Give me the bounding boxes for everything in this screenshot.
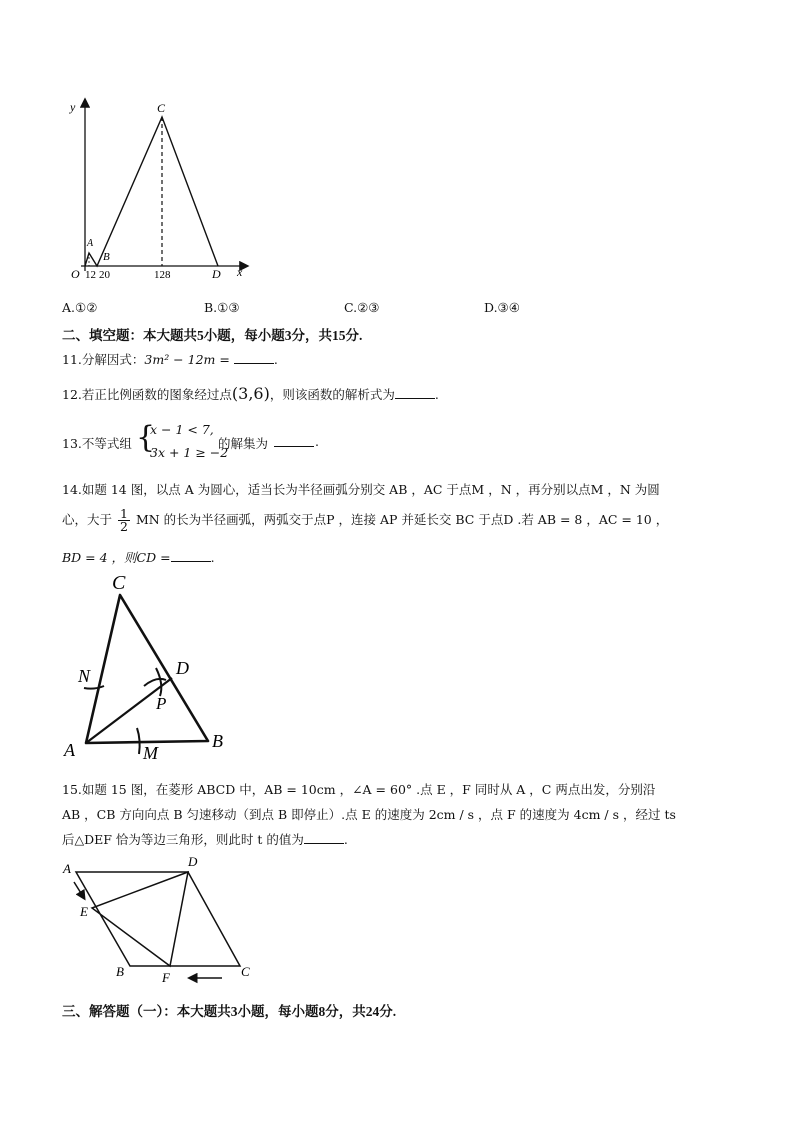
origin-label: O xyxy=(71,267,80,281)
fig14-label-a: A xyxy=(64,740,75,760)
fig14-label-d: D xyxy=(176,658,189,678)
q12-blank xyxy=(395,386,435,399)
q15-blank xyxy=(304,831,344,844)
graph-line xyxy=(85,117,218,266)
q13-brace: { xyxy=(136,420,156,455)
q12-suffix: ，则该函数的解析式为 xyxy=(269,387,395,402)
question-11: 11.分解因式：3m² − 12m = . xyxy=(62,352,278,367)
function-graph xyxy=(55,95,255,285)
q13-blank xyxy=(274,434,314,447)
q14-line2b: MN 的长为半径画弧，两弧交于点P ，连接 AP 并延长交 BC 于点D .若 AB = 8 ，AC = 10 ， xyxy=(135,512,669,527)
section-2-title: 二、填空题：本大题共5小题，每小题3分，共15分. xyxy=(62,328,363,343)
triangle-abc xyxy=(86,595,208,743)
fig15-label-c: C xyxy=(241,964,250,979)
fig14-label-p: P xyxy=(156,694,167,713)
q11-blank xyxy=(234,351,274,364)
q13-line2: 3x + 1 ≥ −2 xyxy=(150,445,229,460)
q12-prefix: 12.若正比例函数的图象经过点 xyxy=(62,387,232,402)
q14-line2a: 心，大于 xyxy=(62,512,113,527)
q15-line3-text: 后△DEF 恰为等边三角形，则此时 t 的值为 xyxy=(62,832,304,847)
q13-line1: x − 1 < 7, xyxy=(150,422,214,437)
q13-period: . xyxy=(315,434,319,449)
triangle-figure xyxy=(60,570,240,770)
q14-line2 xyxy=(62,508,668,533)
choice-d: D.③④ xyxy=(484,300,520,315)
choice-b: B.①③ xyxy=(204,300,240,315)
fig15-label-e: E xyxy=(80,904,88,919)
q14-line3: BD = 4 ，则CD = . xyxy=(62,550,215,565)
tick-128: 128 xyxy=(154,269,171,281)
point-a-label: A xyxy=(87,238,94,249)
triangle-def xyxy=(92,872,188,966)
q14-frac-den: 2 xyxy=(120,519,128,534)
fig15-label-d: D xyxy=(188,854,198,869)
q13-prefix: 13.不等式组 xyxy=(62,436,132,451)
arc-p2 xyxy=(156,668,161,696)
arc-n xyxy=(84,686,104,689)
tick-20: 20 xyxy=(99,269,110,281)
tick-12: 12 xyxy=(85,269,96,281)
choice-c: C.②③ xyxy=(344,300,380,315)
fig14-label-b: B xyxy=(212,731,223,751)
x-label: x xyxy=(237,265,243,279)
y-label: y xyxy=(70,100,76,114)
question-12: 12.若正比例函数的图象经过点(3,6)，则该函数的解析式为 . xyxy=(62,384,439,403)
q11-prefix: 11.分解因式： xyxy=(62,352,145,367)
q14-line1: 14.如题 14 图，以点 A 为圆心，适当长为半径画弧分别交 AB ，AC 于点M ，N ，再分别以点M ，N 为圆 xyxy=(62,482,660,497)
section-3-title: 三、解答题（一）：本大题共3小题，每小题8分，共24分. xyxy=(62,1004,397,1019)
choice-a: A.①② xyxy=(62,300,98,315)
q12-point: (3,6) xyxy=(231,384,270,403)
q14-frac-num: 1 xyxy=(120,506,128,521)
point-d-label: D xyxy=(212,267,221,281)
fig15-label-f: F xyxy=(162,970,170,985)
q15-line3: 后△DEF 恰为等边三角形，则此时 t 的值为 . xyxy=(62,832,348,847)
fig14-label-m: M xyxy=(143,743,158,763)
q14-line3-text: BD = 4 ，则CD = xyxy=(62,550,171,565)
q13-suffix: 的解集为 xyxy=(218,436,269,451)
point-b-label: B xyxy=(103,251,110,263)
q15-line1: 15.如题 15 图，在菱形 ABCD 中，AB = 10cm ，∠A = 60° .点 E ，F 同时从 A ，C 两点出发，分别沿 xyxy=(62,782,656,797)
q15-line2: AB ，CB 方向向点 B 匀速移动（到点 B 即停止）.点 E 的速度为 2cm / s ，点 F 的速度为 4cm / s ，经过 ts xyxy=(62,807,676,822)
q14-blank xyxy=(171,549,211,562)
rhombus-figure xyxy=(60,852,260,987)
rhombus-abcd xyxy=(76,872,240,966)
q14-fraction xyxy=(118,508,130,533)
fig14-label-n: N xyxy=(78,666,91,686)
fig15-label-b: B xyxy=(116,964,124,979)
fig15-label-a: A xyxy=(63,861,71,876)
point-c-label: C xyxy=(157,101,166,115)
q11-expr: 3m² − 12m = xyxy=(144,352,230,367)
fig14-label-c: C xyxy=(112,572,126,594)
